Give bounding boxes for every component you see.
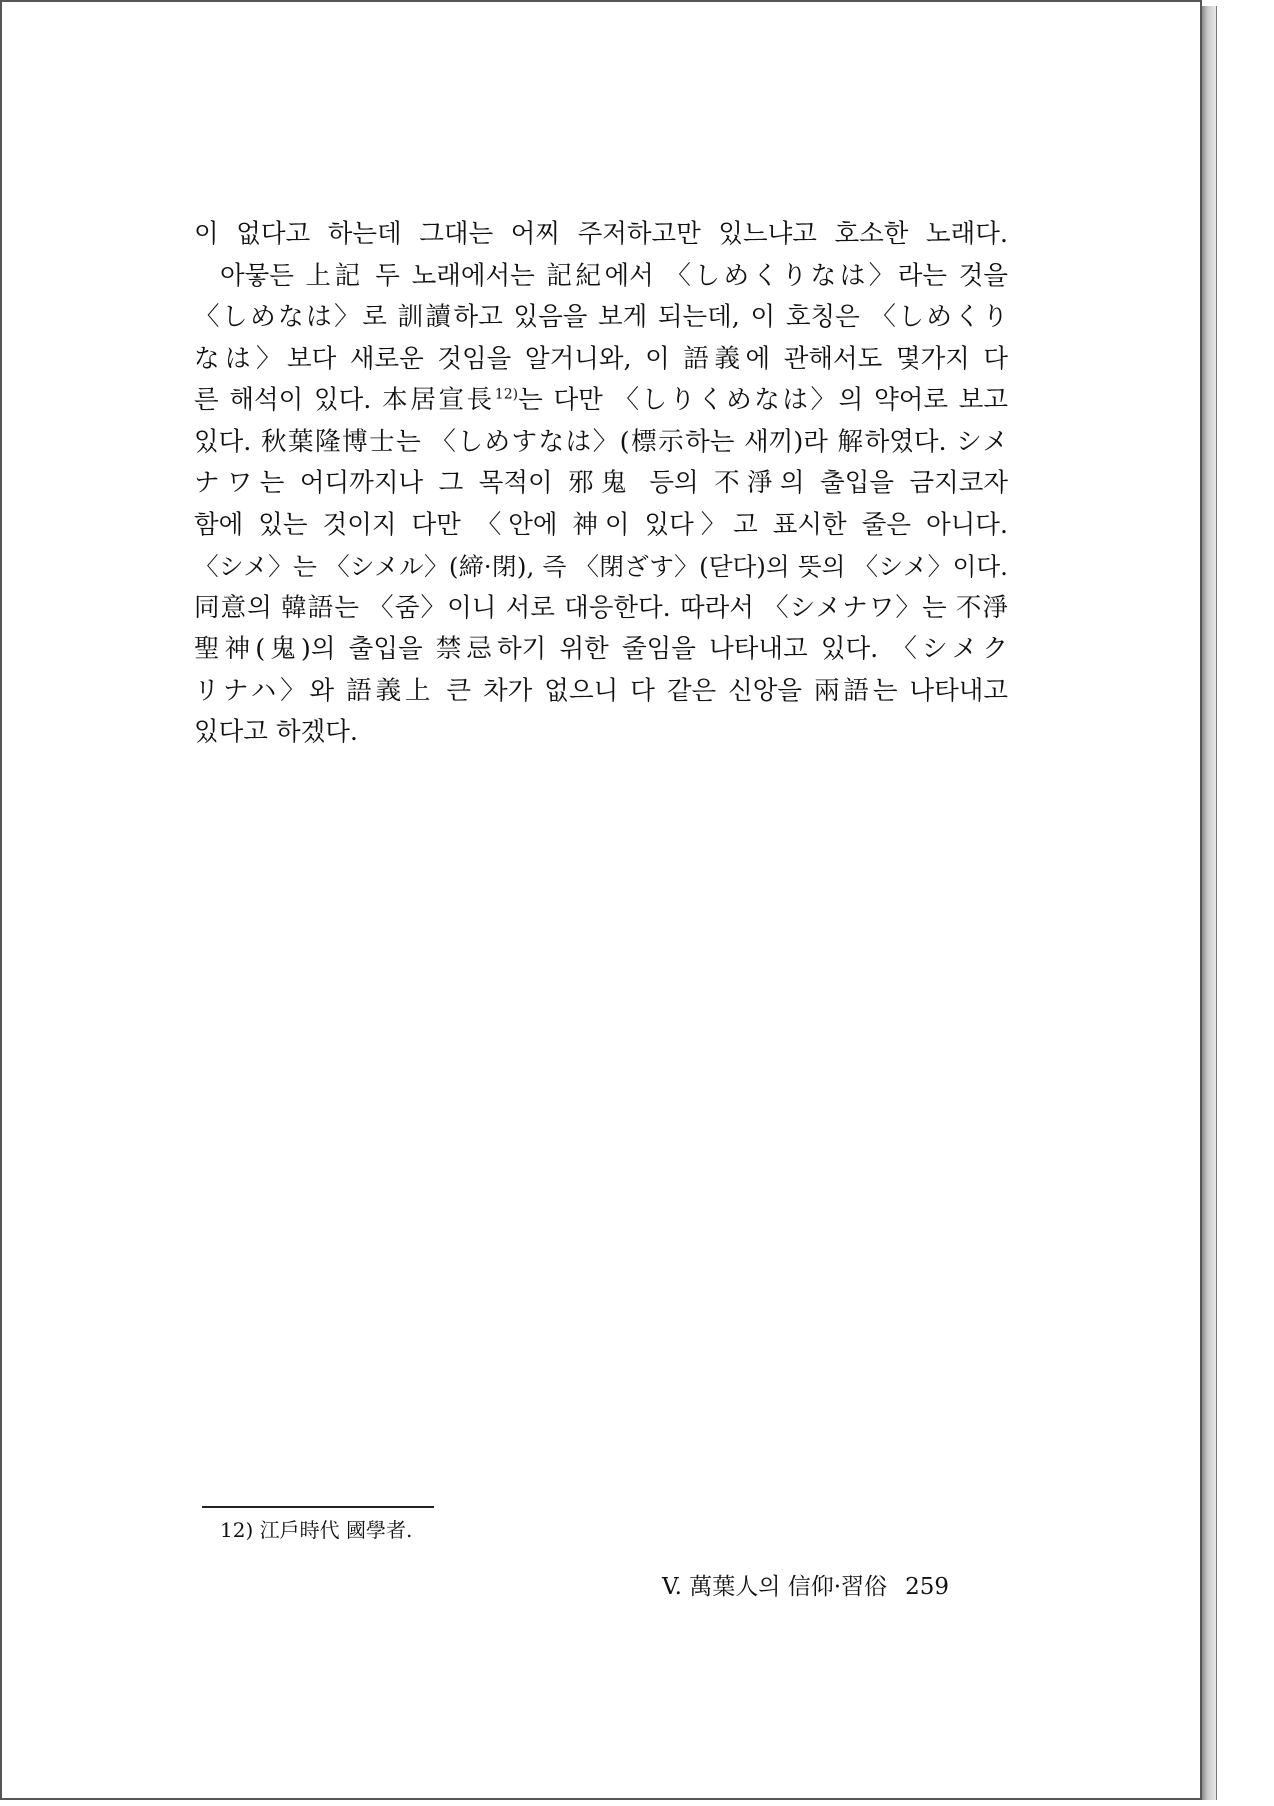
footnote: 12) 江戶時代 國學者. — [220, 1518, 413, 1542]
running-footer — [662, 1568, 949, 1601]
text-line: 聖神(鬼)의 출입을 禁忌하기 위한 줄임을 나타내고 있다. 〈シメク — [194, 634, 1008, 664]
text-line: 이 없다고 하는데 그대는 어찌 주저하고만 있느냐고 호소한 노래다. — [194, 219, 1008, 249]
footnote-divider — [202, 1506, 434, 1508]
text-line: 있다고 하겠다. — [194, 717, 359, 747]
page-number: 259 — [905, 1574, 949, 1600]
text-line: リナハ〉와 語義上 큰 차가 없으니 다 같은 신앙을 兩語는 나타내고 — [194, 675, 1008, 706]
text-line: なは〉보다 새로운 것임을 알거니와, 이 語義에 관해서도 몇가지 다 — [194, 343, 1008, 374]
text-line: 있다. 秋葉隆博士는 〈しめすなは〉(標示하는 새끼)라 解하였다. シメ — [194, 426, 1008, 457]
text-line-start: 른 해석이 있다. 本居宣長 — [194, 385, 495, 415]
body-text — [194, 214, 1008, 754]
text-line: ナワ는 어디까지나 그 목적이 邪鬼 등의 不淨의 출입을 금지코자 — [194, 468, 1008, 498]
page-edge — [1202, 6, 1217, 1800]
text-line: 아뭏든 上記 두 노래에서는 記紀에서 〈しめくりなは〉라는 것을 — [220, 260, 1008, 291]
text-line: 〈しめなは〉로 訓讀하고 있음을 보게 되는데, 이 호칭은 〈しめくり — [194, 302, 1008, 332]
text-line: 〈シメ〉는 〈シメル〉(締·閉), 즉 〈閉ざす〉(닫다)의 뜻의 〈シメ〉이다. — [194, 552, 1008, 581]
text-line: 同意의 韓語는 〈줌〉이니 서로 대응한다. 따라서 〈シメナワ〉는 不淨 — [194, 592, 1008, 623]
text-line — [194, 380, 1008, 422]
text-line: 함에 있는 것이지 다만 〈안에 神이 있다〉고 표시한 줄은 아니다. — [194, 509, 1008, 540]
text-line-end: 는 다만 〈しりくめなは〉의 약어로 보고 — [518, 385, 1008, 415]
section-title: V. 萬葉人의 信仰·習俗 — [662, 1574, 888, 1600]
footnote-ref: 12) — [494, 386, 519, 403]
